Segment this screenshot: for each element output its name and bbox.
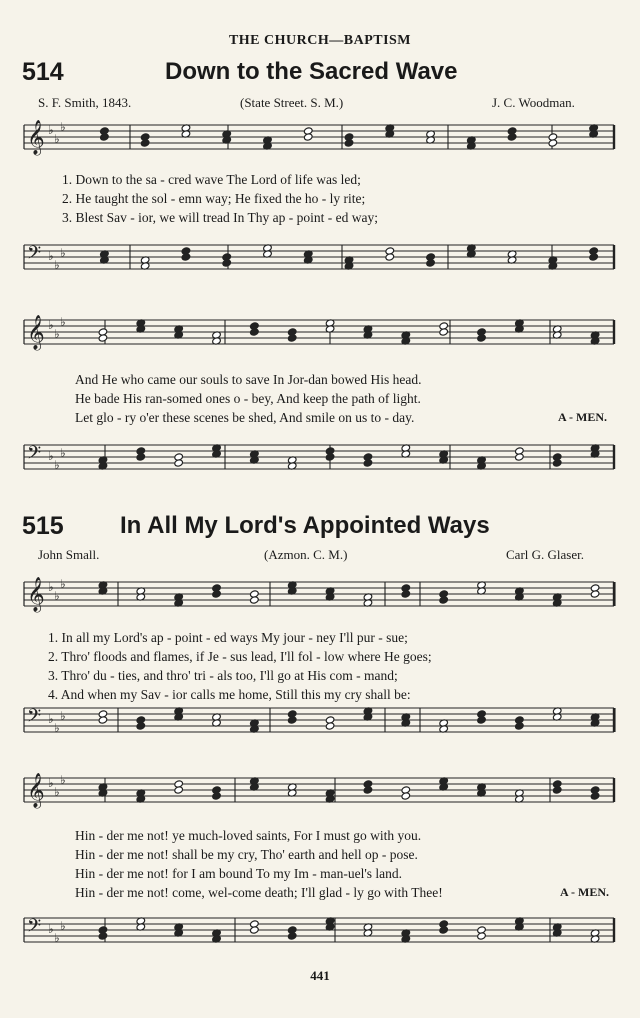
- verse-line: Hin - der me not! shall be my cry, Tho' earth and hell op - pose.: [75, 847, 418, 862]
- treble-clef-icon: 𝄞: [27, 120, 45, 155]
- treble-clef-icon: 𝄞: [27, 773, 45, 808]
- flat-icon: ♭: [48, 123, 54, 137]
- amen: A - MEN.: [560, 885, 609, 899]
- flat-icon: ♭: [60, 577, 66, 591]
- verse-line: 3. Thro' du - ties, and thro' tri - als too, I'll go at His com - mand;: [48, 668, 398, 683]
- hymn-author: John Small.: [38, 547, 100, 562]
- flat-icon: ♭: [54, 458, 60, 472]
- flat-icon: ♭: [60, 446, 66, 460]
- verse-line: And He who came our souls to save In Jor-dan bowed His head.: [75, 372, 422, 387]
- flat-icon: ♭: [48, 318, 54, 332]
- verse-line: 4. And when my Sav - ior calls me home, Still this my cry shall be:: [48, 687, 411, 702]
- hymn-title: In All My Lord's Appointed Ways: [120, 512, 490, 539]
- bass-clef-icon: 𝄢: [27, 243, 42, 268]
- treble-clef-icon: 𝄞: [27, 315, 45, 350]
- hymn-tune: (Azmon. C. M.): [264, 547, 348, 562]
- flat-icon: ♭: [60, 709, 66, 723]
- hymn-composer: J. C. Woodman.: [492, 95, 575, 110]
- verse-line: 3. Blest Sav - ior, we will tread In Thy ap - point - ed way;: [62, 210, 379, 225]
- verse-line: Let glo - ry o'er these scenes be shed, And smile on us to - day.: [75, 410, 415, 425]
- flat-icon: ♭: [48, 712, 54, 726]
- flat-icon: ♭: [48, 776, 54, 790]
- bass-clef-icon: 𝄢: [27, 443, 42, 468]
- flat-icon: ♭: [54, 132, 60, 146]
- treble-clef-icon: 𝄞: [27, 577, 45, 612]
- flat-icon: ♭: [60, 315, 66, 329]
- flat-icon: ♭: [48, 922, 54, 936]
- amen: A - MEN.: [558, 410, 607, 424]
- flat-icon: ♭: [48, 580, 54, 594]
- flat-icon: ♭: [54, 258, 60, 272]
- hymn-number: 515: [22, 512, 64, 540]
- hymn-number: 514: [22, 58, 64, 86]
- hymn-tune: (State Street. S. M.): [240, 95, 344, 110]
- verse-line: Hin - der me not! for I am bound To my Im - man-uel's land.: [75, 866, 403, 881]
- hymn-title: Down to the Sacred Wave: [165, 58, 458, 85]
- flat-icon: ♭: [54, 589, 60, 603]
- flat-icon: ♭: [60, 773, 66, 787]
- verse-line: 1. Down to the sa - cred wave The Lord of life was led;: [62, 172, 361, 187]
- bass-clef-icon: 𝄢: [27, 706, 42, 731]
- verse-line: 2. He taught the sol - emn way; He fixed the ho - ly rite;: [62, 191, 366, 206]
- flat-icon: ♭: [60, 919, 66, 933]
- flat-icon: ♭: [54, 327, 60, 341]
- flat-icon: ♭: [60, 120, 66, 134]
- flat-icon: ♭: [48, 449, 54, 463]
- verse-line: 2. Thro' floods and flames, if Je - sus lead, I'll fol - low where He goes;: [48, 649, 432, 664]
- verse-line: He bade His ran-somed ones o - bey, And keep the path of light.: [75, 391, 421, 406]
- page-header: THE CHURCH—BAPTISM: [228, 33, 412, 48]
- flat-icon: ♭: [48, 249, 54, 263]
- verse-line: 1. In all my Lord's ap - point - ed ways My jour - ney I'll pur - sue;: [48, 630, 408, 645]
- verse-line: Hin - der me not! ye much-loved saints, For I must go with you.: [75, 828, 422, 843]
- hymn-composer: Carl G. Glaser.: [506, 547, 584, 562]
- hymn-author: S. F. Smith, 1843.: [38, 95, 132, 110]
- verse-line: Hin - der me not! come, wel-come death; I'll glad - ly go with Thee!: [75, 885, 443, 900]
- flat-icon: ♭: [54, 785, 60, 799]
- page-number: 441: [310, 968, 330, 983]
- bass-clef-icon: 𝄢: [27, 916, 42, 941]
- flat-icon: ♭: [54, 931, 60, 945]
- flat-icon: ♭: [60, 246, 66, 260]
- flat-icon: ♭: [54, 721, 60, 735]
